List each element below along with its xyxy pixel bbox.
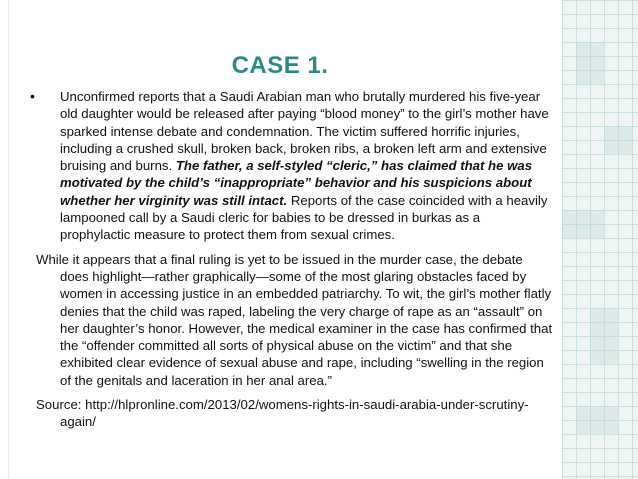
source-line: Source: http://hlpronline.com/2013/02/womens-rights-in-saudi-arabia-under-scrutiny-again/ (36, 397, 529, 430)
body-paragraph: While it appears that a final ruling is yet to be issued in the murder case, the debate does highlight—rather graphically—some of the most glaring obstacles faced by women in accessing justice in an embedded patriarchy. To wit, the girl’s mother flatly denies that the child was raped, labeling the very charge of rape as an “assault” on her daughter’s honor. However, the medical examiner in the case has confirmed that the “offender committed all sorts of physical abuse on the victim” and that she exhibited clear evidence of sexual abuse and rape, including “swelling in the region of the genitals and laceration in her anal area.” (36, 251, 553, 388)
bullet-text-part2: Reports of the case coincided with a heavily lampooned call by a Saudi cleric for babies to be dressed in burkas as a prophylactic measure to protect them from sexual crimes. (60, 192, 548, 243)
slide-title: CASE 1. (231, 52, 329, 79)
bullet-dot-icon: • (30, 88, 35, 104)
bullet-paragraph (30, 88, 554, 244)
decorative-tile-strip (562, 0, 638, 479)
bullet-text-part1: Unconfirmed reports that a Saudi Arabian man who brutally murdered his five-year old daughter would be released after paying “blood money” to the girl’s mother have sparked intense debate and condemnation. The victim suffered horrific injuries, including a crushed skull, broken back, broken ribs, a broken left arm and extensive bruising and burns. (60, 89, 549, 174)
bullet-text-emphasis: The father, a self-styled “cleric,” has claimed that he was motivated by the child’s “inappropriate” behavior and his suspicions about whether her virginity was still intact. (60, 158, 533, 208)
slide-body (30, 88, 554, 438)
